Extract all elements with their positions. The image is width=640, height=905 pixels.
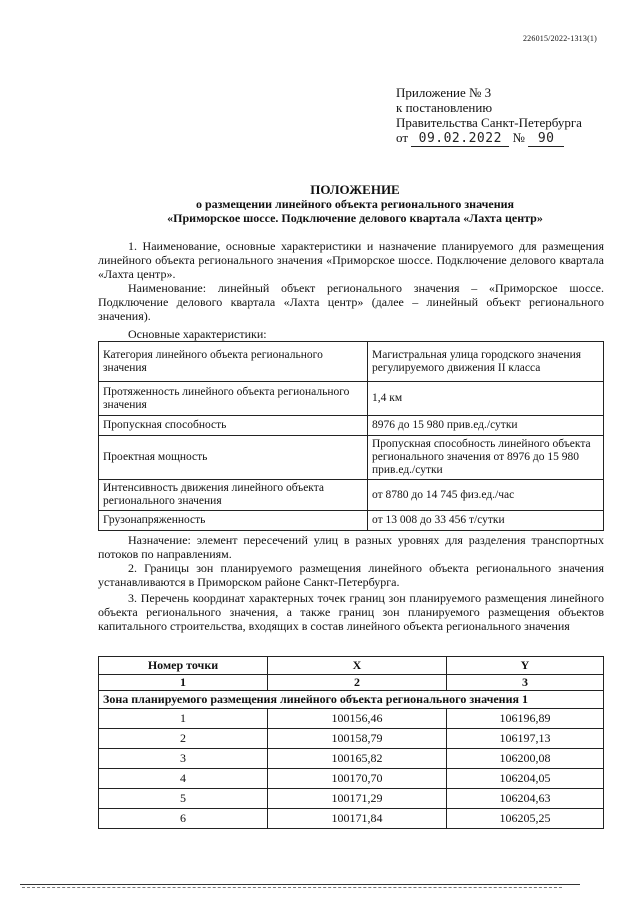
char-name-cell: Протяженность линейного объекта регионального значения [99, 382, 368, 416]
table-row [99, 382, 604, 416]
handwritten-date: 09.02.2022 [418, 131, 502, 146]
table-row [99, 416, 604, 436]
title-line-2: «Приморское шоссе. Подключение делового квартала «Лахта центр» [167, 211, 543, 225]
characteristics-table [98, 341, 604, 531]
paragraph-4: Назначение: элемент пересечений улиц в разных уровнях для разделения транспортных потоков по направлениям. [98, 533, 604, 561]
header-point-number: Номер точки [99, 657, 268, 675]
title-line-1: о размещении линейного объекта регионального значения [195, 197, 515, 211]
column-number: 2 [268, 675, 447, 691]
char-value-cell: Пропускная способность линейного объекта регионального значения от 8976 до 15 980 прив.ед./сутки [368, 436, 604, 480]
y-cell: 106204,05 [447, 769, 604, 789]
column-number: 1 [99, 675, 268, 691]
header-x: X [268, 657, 447, 675]
point-number-cell: 2 [99, 729, 268, 749]
table-row [99, 749, 604, 769]
point-number-cell: 6 [99, 809, 268, 829]
table-row [99, 342, 604, 382]
point-number-cell: 1 [99, 709, 268, 729]
y-cell: 106200,08 [447, 749, 604, 769]
appendix-date-line [396, 130, 582, 147]
paragraph-6: 3. Перечень координат характерных точек границ зон планируемого размещения линейного объекта регионального значения, а также границ зон планируемого размещения объектов капитального строительства, входящих в состав линейного объекта регионального значения [98, 591, 604, 633]
char-value-cell: 8976 до 15 980 прив.ед./сутки [368, 416, 604, 436]
table-row [99, 709, 604, 729]
coordinates-table [98, 656, 604, 829]
paragraph-5: 2. Границы зон планируемого размещения линейного объекта регионального значения устанавливаются в Приморском районе Санкт-Петербурга. [98, 561, 604, 589]
appendix-line-1: Приложение № 3 [396, 85, 492, 100]
appendix-line-2: к постановлению [396, 100, 493, 115]
table-header-row [99, 657, 604, 675]
x-cell: 100156,46 [268, 709, 447, 729]
table-row [99, 436, 604, 480]
char-name-cell: Пропускная способность [99, 416, 368, 436]
number-label: № [512, 130, 525, 145]
appendix-block [396, 85, 582, 147]
zone-title: Зона планируемого размещения линейного объекта регионального значения 1 [99, 691, 604, 709]
footer-rule [20, 884, 580, 885]
number-field [528, 130, 564, 147]
y-cell: 106204,63 [447, 789, 604, 809]
char-name-cell: Категория линейного объекта регионального значения [99, 342, 368, 382]
char-name-cell: Интенсивность движения линейного объекта регионального значения [99, 480, 368, 511]
table-row [99, 769, 604, 789]
paragraph-2: Наименование: линейный объект регионального значения – «Приморское шоссе. Подключение делового квартала «Лахта центр» (далее – линейный объект регионального значения). [98, 281, 604, 323]
date-field [411, 130, 509, 147]
paragraph-3: Основные характеристики: [128, 327, 267, 341]
y-cell: 106197,13 [447, 729, 604, 749]
header-y: Y [447, 657, 604, 675]
char-value-cell: от 8780 до 14 745 физ.ед./час [368, 480, 604, 511]
handwritten-number: 90 [537, 131, 555, 146]
column-number-row [99, 675, 604, 691]
footer-rule-dashed [22, 887, 562, 888]
column-number: 3 [447, 675, 604, 691]
x-cell: 100170,70 [268, 769, 447, 789]
point-number-cell: 3 [99, 749, 268, 769]
document-registration-number: 226015/2022-1313(1) [522, 34, 597, 43]
char-value-cell: 1,4 км [368, 382, 604, 416]
y-cell: 106205,25 [447, 809, 604, 829]
table-row [99, 480, 604, 511]
appendix-line-3: Правительства Санкт-Петербурга [396, 115, 582, 130]
y-cell: 106196,89 [447, 709, 604, 729]
document-title [95, 183, 615, 225]
x-cell: 100171,29 [268, 789, 447, 809]
table-row [99, 809, 604, 829]
paragraph-1: 1. Наименование, основные характеристики и назначение планируемого для размещения линейного объекта регионального значения «Приморское шоссе. Подключение делового квартала «Лахта центр». [98, 239, 604, 281]
char-value-cell: Магистральная улица городского значения регулируемого движения II класса [368, 342, 604, 382]
point-number-cell: 5 [99, 789, 268, 809]
title-heading: ПОЛОЖЕНИЕ [310, 182, 400, 197]
table-row [99, 729, 604, 749]
table-row [99, 789, 604, 809]
x-cell: 100158,79 [268, 729, 447, 749]
x-cell: 100165,82 [268, 749, 447, 769]
zone-title-row [99, 691, 604, 709]
char-name-cell: Проектная мощность [99, 436, 368, 480]
char-name-cell: Грузонапряженность [99, 511, 368, 531]
x-cell: 100171,84 [268, 809, 447, 829]
table-row [99, 511, 604, 531]
char-value-cell: от 13 008 до 33 456 т/сутки [368, 511, 604, 531]
point-number-cell: 4 [99, 769, 268, 789]
from-label: от [396, 130, 409, 145]
